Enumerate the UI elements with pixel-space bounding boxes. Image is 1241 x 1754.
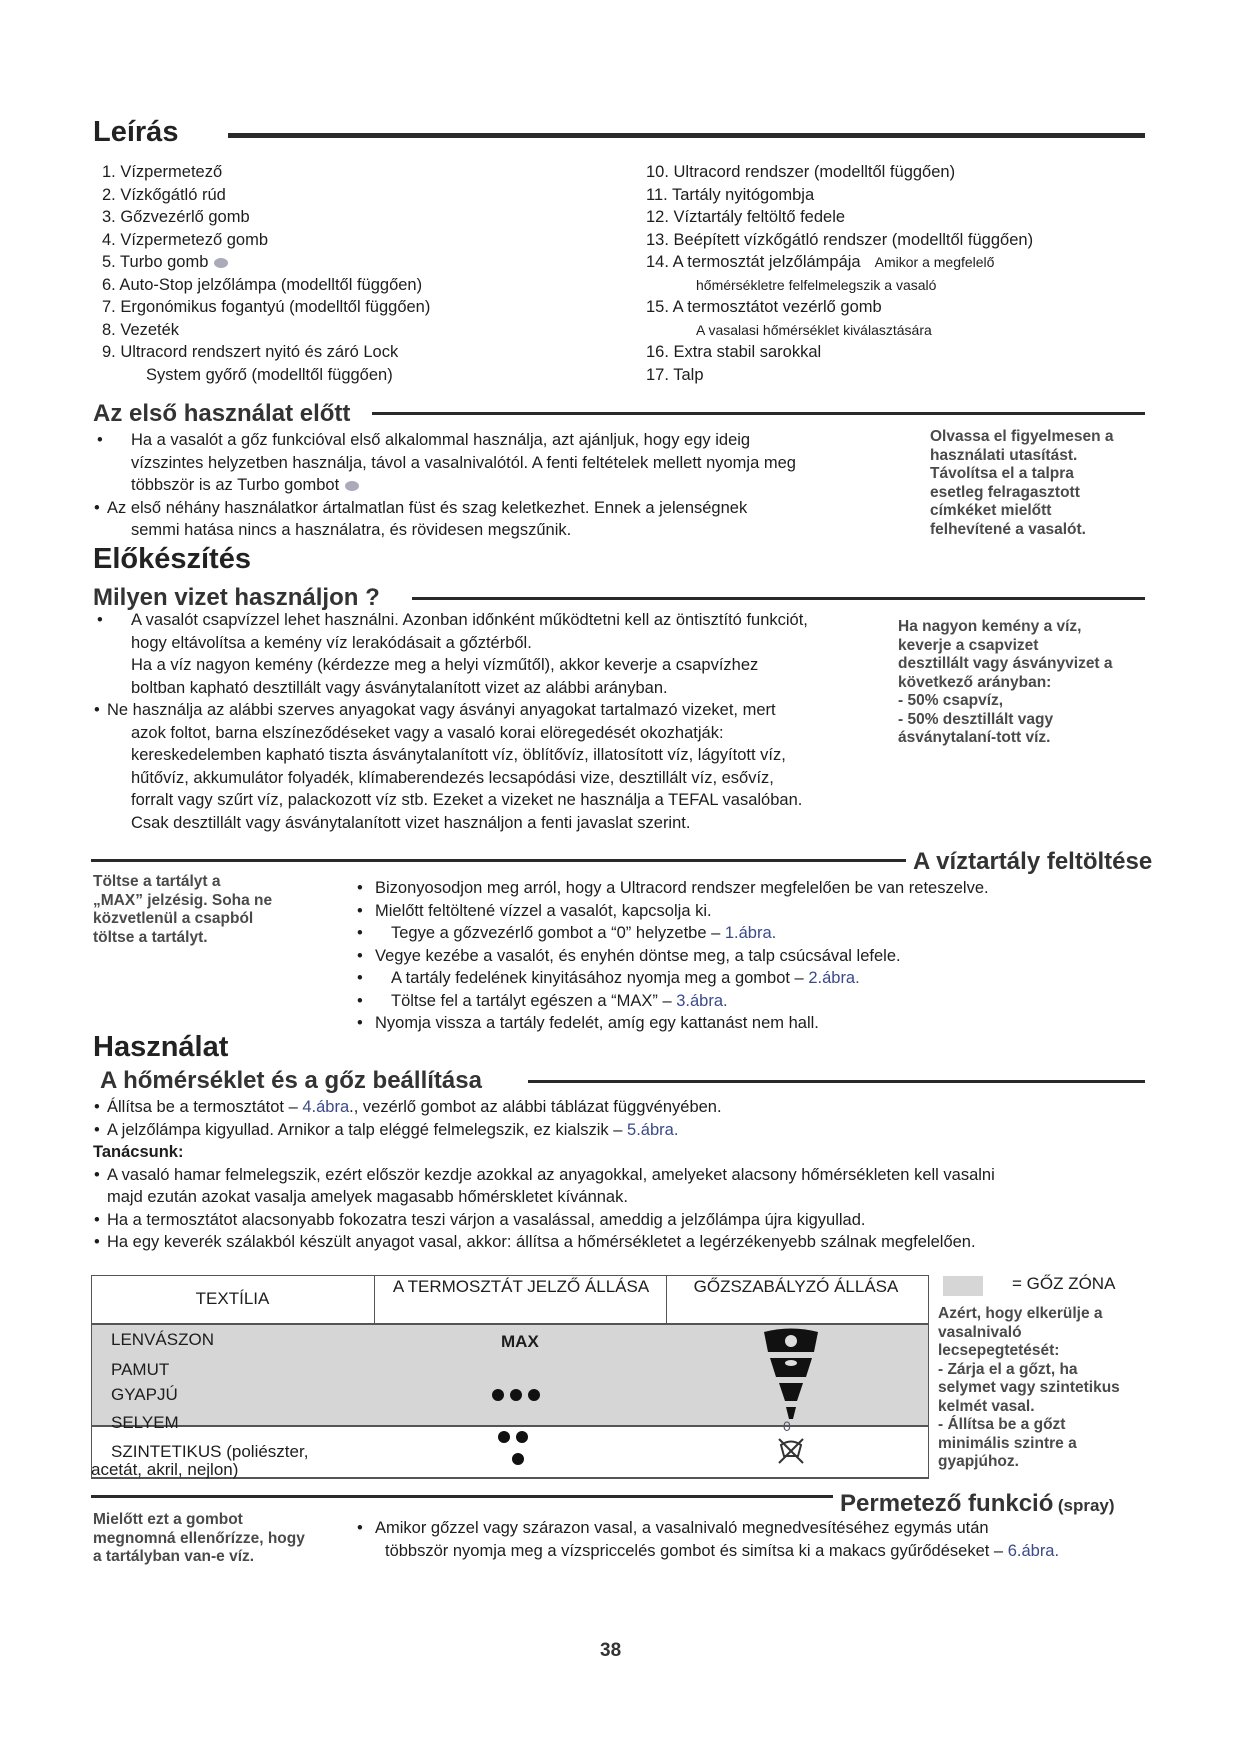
side-note-fill: Töltse a tartályt a „MAX” jelzésig. Soha ne közvetlenül a csapból töltse a tartályt. <box>93 873 273 946</box>
tip-label: Tanácsunk: <box>93 1143 184 1161</box>
table-header: TEXTÍLIA <box>195 1289 270 1308</box>
table-cell-fabric: PAMUT <box>111 1360 170 1379</box>
steam-level-icon <box>761 1327 821 1437</box>
divider <box>228 133 1145 138</box>
list-item: 13. Beépített vízkőgátló rendszer (modelltől függően) <box>646 230 1034 249</box>
list-item: 10. Ultracord rendszer (modelltől függően) <box>646 163 956 181</box>
divider <box>91 1495 833 1498</box>
divider <box>412 597 1145 600</box>
list-item: • A jelzőlámpa kigyullad. Arnikor a talp eléggé felmelegszik, ez kialszik – 5.ábra. <box>93 1119 1153 1142</box>
list-item: • A vasalót csapvízzel lehet használni. Azonban időnként működtetni kell az öntisztító funkciót, hogy eltávolítsa a kemény víz lerakódásait a gőztérből. Ha a víz nagyon kemény (kérdezze meg a helyi vízműtől), akkor keverje a csapvízhez boltban kapható desztillált vagy ásványtalanított vizet az alábbi arányban. <box>93 609 913 699</box>
table-cell-fabric: acetát, akril, nejlon) <box>91 1460 239 1479</box>
list-item: • Töltse fel a tartályt egészen a “MAX” – 3.ábra. <box>353 990 1143 1013</box>
section-title-leiras: Leírás <box>93 116 179 148</box>
side-note-table: Azért, hogy elkerülje a vasalnivaló lecsepegtetését: - Zárja el a gőzt, ha selymet vagy szintetikus kelmét vasal. - Állítsa be a gőzt minimális szintre a gyapjúhoz. <box>938 1305 1120 1470</box>
settings-table <box>91 1275 929 1479</box>
table-header-divider <box>91 1323 929 1325</box>
list-item: • Bizonyosodjon meg arról, hogy a Ultracord rendszer megfelelően be van reteszelve. <box>353 877 1143 900</box>
list-item: 3. Gőzvezérlő gomb <box>102 208 250 226</box>
section-title-fill: A víztartály feltöltése <box>913 848 1153 875</box>
thermostat-two-dots <box>495 1428 531 1448</box>
list-item: 17. Talp <box>646 365 704 384</box>
list-item: • A tartály fedelének kinyitásához nyomja meg a gombot – 2.ábra. <box>353 967 1143 990</box>
section-title-prep: Előkészítés <box>93 543 251 575</box>
list-item: 7. Ergonómikus fogantyú (modelltől függően) <box>102 298 431 316</box>
list-item: • Az első néhány használatkor ártalmatlan füst és szag keletkezhet. Ennek a jelenségnek semmi hatása nincs a használatra, és rövidesen megszűnik. <box>93 497 923 542</box>
side-note-spray: Mielőtt ezt a gombot megnomná ellenőrízze, hogy a tartályban van-e víz. <box>93 1511 305 1565</box>
list-item: • Állítsa be a termosztátot – 4.ábra., vezérlő gombot az alábbi táblázat függvényében. <box>93 1096 1153 1119</box>
divider <box>528 1080 1145 1083</box>
list-item: • Ha a termosztátot alacsonyabb fokozatra teszi várjon a vasalással, ameddig a jelzőlámpa újra kigyullad. <box>93 1209 1153 1232</box>
table-header: GŐZSZABÁLYZÓ ÁLLÁSA <box>693 1277 899 1296</box>
side-note-first-use: Olvassa el figyelmesen a használati utasítást. Távolítsa el a talpra esetleg felragasztott címkéket mielőtt felhevítené a vasalót. <box>930 428 1114 538</box>
page-number: 38 <box>600 1640 622 1661</box>
table-cell-fabric: LENVÁSZON <box>111 1330 214 1349</box>
list-item: 1. Vízpermetező <box>102 163 223 181</box>
list-item: • Mielőtt feltöltené vízzel a vasalót, kapcsolja ki. <box>353 900 1143 923</box>
parts-list-right <box>646 161 1166 386</box>
list-item: • A vasaló hamar felmelegszik, ezért először kezdje azokkal az anyagokkal, amelyeket alacsony hőmérsékleten kell vasalni majd ezután azokat vasalja amelyek magasabb hőmérskletet kívánnak. <box>93 1164 1153 1209</box>
turbo-icon <box>345 481 359 491</box>
table-cell-fabric: SZINTETIKUS (poliészter, <box>111 1442 309 1461</box>
water-text <box>93 609 913 834</box>
list-item: 14. A termosztát jelzőlámpája Amikor a megfelelő <box>646 253 995 271</box>
no-steam-icon <box>776 1436 806 1466</box>
steam-zone-legend-label: = GŐZ ZÓNA <box>1012 1274 1116 1293</box>
divider <box>91 859 906 862</box>
usage-text <box>93 1096 1153 1254</box>
list-item: 2. Vízkőgátló rúd <box>102 185 226 204</box>
list-item: 11. Tartály nyitógombja <box>646 185 815 204</box>
table-header: A TERMOSZTÁT JELZŐ ÁLLÁSA <box>392 1277 650 1296</box>
steam-zone-legend-swatch <box>943 1276 983 1296</box>
divider <box>372 412 1145 415</box>
list-note: A vasalasi hőmérséklet kiválasztására <box>696 321 932 338</box>
steam-zero-icon: 0 <box>783 1418 791 1434</box>
list-item: • Ha a vasalót a gőz funkcióval első alkalommal használja, azt ajánljuk, hogy egy ideig vízszintes helyzetben használja, távol a vasalnivalótól. A fenti feltételek mellett nyomja meg többször is az Turbo gombot <box>93 429 923 497</box>
list-item: 8. Vezeték <box>102 320 180 339</box>
parts-list-left <box>102 161 622 386</box>
table-col-divider <box>374 1275 375 1323</box>
list-item: 6. Auto-Stop jelzőlámpa (modelltől függően) <box>102 275 423 294</box>
spray-text <box>353 1517 1153 1562</box>
subsection-title-water: Milyen vizet használjon ? <box>93 584 380 611</box>
list-item: 9. Ultracord rendszert nyitó és záró Lock <box>102 343 399 361</box>
table-col-divider <box>666 1275 667 1323</box>
thermostat-one-dot <box>509 1450 527 1470</box>
turbo-icon <box>214 258 228 268</box>
list-item: 4. Vízpermetező gomb <box>102 230 268 249</box>
thermostat-three-dots <box>489 1386 543 1406</box>
section-title-usage: Használat <box>93 1031 229 1063</box>
list-item: • Ha egy keverék szálakból készült anyagot vasal, akkor: állítsa a hőmérsékletet a legérzékenyebb szálnak megfelelően. <box>93 1231 1153 1254</box>
list-item: • Ne használja az alábbi szerves anyagokat vagy ásványi anyagokat tartalmazó vizeket, mert azok foltot, barna elszíneződéseket vagy a vasaló korai elöregedését okozhatják: kereskedelemben kapható tiszta ásványtalanított víz, öblítővíz, illatosított víz, lágyított víz, hűtővíz, akkumulátor folyadék, klímaberendezés lecsapódási vize, desztillált víz, esővíz, forralt vagy szűrt víz, palackozott víz stb. Ezeket a vizeket ne használja a TEFAL vasalóban. Csak desztillált vagy ásványtalanított vizet használjon a fenti javaslat szerint. <box>93 699 913 834</box>
side-note-water: Ha nagyon kemény a víz, keverje a csapvizet desztillált vagy ásványvizet a következő arányban: - 50% csapvíz, - 50% desztillált vagy ásványtalaní-tott víz. <box>898 618 1113 746</box>
list-item: • Nyomja vissza a tartály fedelét, amíg egy kattanást nem hall. <box>353 1012 1143 1035</box>
fill-steps <box>353 877 1143 1035</box>
table-cell-fabric: SELYEM <box>111 1413 179 1432</box>
list-item: 16. Extra stabil sarokkal <box>646 343 822 361</box>
list-item: 5. Turbo gomb <box>102 251 622 274</box>
list-note: hőmérsékletre felfelmelegszik a vasaló <box>696 276 937 293</box>
list-item: 12. Víztartály feltöltő fedele <box>646 208 846 226</box>
section-title-spray: Permetező funkció (spray) <box>840 1490 1115 1517</box>
list-item: System győrő (modelltől függően) <box>146 365 393 384</box>
first-use-text <box>93 429 923 542</box>
list-item: • Amikor gőzzel vagy szárazon vasal, a vasalnivaló megnedvesítéséhez egymás után többször nyomja meg a vízspriccelés gombot és simítsa ki a makacs gyűrődéseket – 6.ábra. <box>353 1517 1153 1562</box>
section-title-first-use: Az első használat előtt <box>93 400 351 427</box>
subsection-title-temperature: A hőmérséklet és a gőz beállítása <box>100 1067 482 1094</box>
table-cell-fabric: GYAPJÚ <box>111 1385 178 1404</box>
list-item: • Tegye a gőzvezérlő gombot a “0” helyzetbe – 1.ábra. <box>353 922 1143 945</box>
list-item: • Vegye kezébe a vasalót, és enyhén döntse meg, a talp csúcsával lefele. <box>353 945 1143 968</box>
list-item: 15. A termosztátot vezérlő gomb <box>646 298 882 316</box>
thermostat-max: MAX <box>501 1332 539 1351</box>
